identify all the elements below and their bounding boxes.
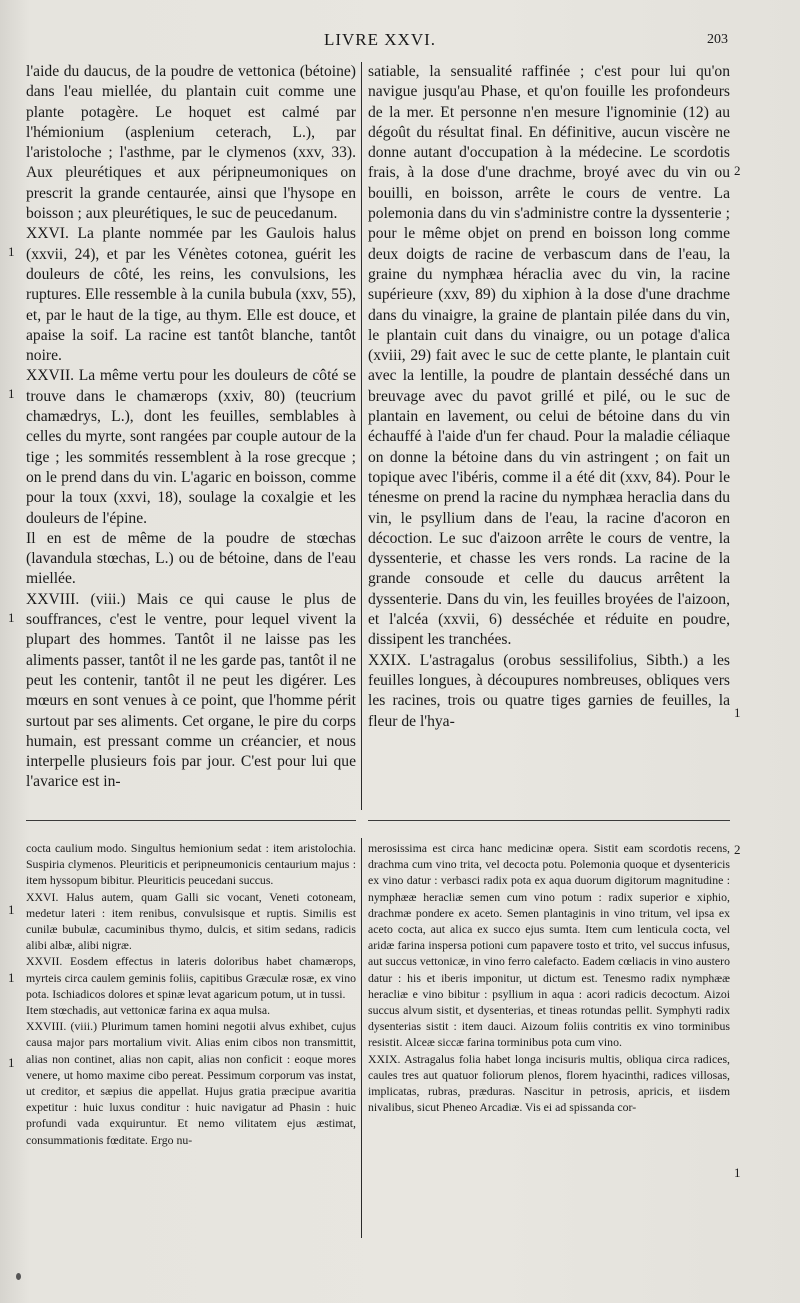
latin-paragraph-xxvi: XXVI. Halus autem, quam Galli sic vocant, Veneti cotoneam, medetur lateri : item renibus, convulsisque et ruptis. Similis est cunilæ bubulæ, cacuminibus thymo, dulcis, et sitim sedans, radicis alibi albæ, alibi nigræ. xyxy=(26,889,356,953)
french-paragraph-xxix: XXIX. L'astragalus (orobus sessilifolius, Sibth.) a les feuilles longues, à découpures nombreuses, obliques vers les racines, trois ou quatre tiges garnies de feuilles, la fleur de l'hya- xyxy=(368,651,730,730)
margin-number: 1 xyxy=(8,244,15,259)
page-number: 203 xyxy=(707,32,728,47)
french-text-left-column xyxy=(26,62,356,812)
column-divider xyxy=(361,62,362,810)
latin-text-left-column xyxy=(26,840,356,1240)
separator-rule xyxy=(26,820,356,821)
margin-number: 1 xyxy=(8,1055,15,1070)
french-paragraph: l'aide du daucus, de la poudre de vettonica (bétoine) dans l'eau miellée, du plantain cuit comme une plante potagère. Le hoquet est calmé par l'hémionium (asplenium ceterach, L.), par l'aristoloche ; l'asthme, par le clymenos (xxv, 33). Aux pleurétiques et aux péripneumoniques on prescrit la grande centaurée, ainsi que l'hysope en boisson ; aux pleurétiques, le suc de peucedanum. xyxy=(26,63,356,223)
french-paragraph: satiable, la sensualité raffinée ; c'est pour lui qu'on navigue jusqu'au Phase, et qu'on fouille les profondeurs de la mer. Et personne n'en mesure l'ignominie (12) au dégoût du résultat final. En définitive, aucun viscère ne donne autant d'occupation à la médecine. Le scordotis frais, à la dose d'une drachme, broyé avec du vin ou bouilli, en boisson, arrête le cours de ventre. La polemonia dans du vin s'administre contre la dyssenterie ; pour le même objet on prend en boisson long comme deux doigts de racine de verbascum dans de l'eau, la graine du nymphæa héraclia avec du vin, la racine supérieure (xxv, 89) du xiphion à la dose d'une drachme dans du vinaigre, la graine de plantain pilée dans du vin, le plantain cuit dans du vinaigre, ou un potage d'alica (xviii, 29) fait avec le suc de cette plante, le plantain cuit avec la lentille, la poudre de plantain desséché dans un breuvage avec du pavot grillé et pilé, ou le suc de plantain en lavement, ou celui de bétoine dans du vin échauffé à l'aide d'un fer chaud. Pour la maladie céliaque on donne la bétoine dans du vin astringent ; on fait un topique avec l'ibéris, comme il a été dit (xxv, 84). Pour le ténesme on prend la racine du nymphæa heraclia dans du vin, le psyllium dans de l'eau, la racine d'acoron en décoction. Le suc d'aizoon arrête le cours de ventre, la dyssenterie, et chasse les vers ronds. La racine de la grande consoude et celle du daucus arrêtent la dyssenterie. Dans du vin, les feuilles broyées de l'aizoon, et l'alcéa (xxvii, 6) desséchée et réduite en poudre, dissipent les tranchées. xyxy=(368,63,730,649)
latin-paragraph-xxix: XXIX. Astragalus folia habet longa incisuris multis, obliqua circa radices, caules tres aut quatuor foliorum plenos, florem hyacinthi, radices villosas, implicatas, rubras, præduras. Nascitur in petrosis, apricis, et iisdem nivalibus, sicut Pheneo Arcadiæ. Vis ei ad spissanda cor- xyxy=(368,1051,730,1115)
french-paragraph-xxviii: XXVIII. (viii.) Mais ce qui cause le plus de souffrances, c'est le ventre, pour lequel vivent la plupart des hommes. Tantôt il ne laisse pas les aliments passer, tantôt il ne les garde pas, tantôt il ne peut les contenir, tantôt il ne peut les digérer. Les mœurs en sont venues à ce point, que l'homme périt surtout par ses aliments. Cet organe, le pire du corps humain, est pressant comme un créancier, et nous interpelle plusieurs fois par jour. C'est pour lui que l'avarice est in- xyxy=(26,590,356,791)
margin-number: 1 xyxy=(734,705,741,720)
margin-number: 1 xyxy=(8,970,15,985)
french-text-right-column xyxy=(368,62,730,812)
latin-paragraph: cocta caulium modo. Singultus hemionium sedat : item aristolochia. Suspiria clymenos. Pleuriticis et peripneumonicis centaurium majus : item hyssopum bibitur. Pleuriticis peucedani succus. xyxy=(26,841,356,888)
ink-speck xyxy=(16,1273,21,1280)
latin-text-right-column xyxy=(368,840,730,1240)
margin-number: 1 xyxy=(8,386,15,401)
separator-rule xyxy=(368,820,730,821)
latin-paragraph: Item stœchadis, aut vettonicæ farina ex aqua mulsa. xyxy=(26,1003,271,1018)
latin-paragraph-xxvii: XXVII. Eosdem effectus in lateris doloribus habet chamærops, myrteis circa caulem geminis foliis, capitibus Græculæ rosæ, ex vino pota. Ischiadicos dolores et spinæ levat agaricum potum, ut in tussi. xyxy=(26,954,356,1001)
margin-number: 2 xyxy=(734,842,741,857)
margin-number: 1 xyxy=(734,1165,741,1180)
french-paragraph-xxvi: XXVI. La plante nommée par les Gaulois halus (xxvii, 24), et par les Vénètes cotonea, guérit les douleurs de côté, les reins, les convulsions, les ruptures. Elle ressemble à la cunila bubula (xxv, 55), et, par le haut de la tige, au thym. Elle est douce, et apaise la soif. La racine est tantôt blanche, tantôt noire. xyxy=(26,225,356,365)
french-paragraph-xxvii: XXVII. La même vertu pour les douleurs de côté se trouve dans le chamærops (xxiv, 80) (teucrium chamædrys, L.), dont les feuilles, semblables à celles du myrte, sont rangées par couple autour de la tige ; les sommités ressemblent à la rose grecque ; on le prend dans du vin. L'agaric en boisson, comme pour la toux (xxvi, 18), soulage la coxalgie et les douleurs de l'épine. xyxy=(26,367,356,527)
margin-number: 1 xyxy=(8,902,15,917)
french-paragraph: Il en est de même de la poudre de stœchas (lavandula stœchas, L.) ou de bétoine, dans de l'eau miellée. xyxy=(26,529,356,588)
margin-number: 1 xyxy=(8,610,15,625)
running-title: LIVRE XXVI. xyxy=(323,30,437,49)
margin-number: 2 xyxy=(734,163,741,178)
column-divider xyxy=(361,838,362,1238)
running-head xyxy=(0,30,800,54)
latin-paragraph-xxviii: XXVIII. (viii.) Plurimum tamen homini negotii alvus exhibet, cujus causa major pars mortalium vivit. Alias enim cibos non transmittit, alias non continet, alias non capit, alias non conficit : eoque mores venere, ut homo maxime cibo pereat. Pessimum corporum vas instat, ut creditor, et sæpius die appellat. Hujus gratia præcipue avaritia expetitur : huic luxus conditur : huic navigatur ad Phasin : huic profundi vada exquiruntur. Et nemo vilitatem ejus æstimat, consummationis fœditate. Ergo nu- xyxy=(26,1019,356,1147)
latin-paragraph: merosissima est circa hanc medicinæ opera. Sistit eam scordotis recens, drachma cum vino trita, vel decocta potu. Polemonia quoque et dysentericis ex vino datur : verbasci radix pota ex aqua duorum digitorum magnitudine : nymphææ heracliæ semen cum vino potum : radix superior e xiphio, drachmæ pondere ex aceto. Semen plantaginis in vino tritum, vel ipsa ex aceto cocta, aut alica ex succo ejus sumta. Item cum lenticula cocta, vel aridæ farina inspersa potioni cum papavere tosto et trito, vel succus infusus, aut succus vettonicæ, in vino ferro calefacto. Eadem cœliacis in vino austero datur : his et iberis imponitur, ut dictum est. Tenesmo radix nymphææ heracliæ e vino bibitur : psyllium in aqua : acori radicis decoctum. Aizoi succus alvum sistit, et dysenterias, et tineas rotundas pellit. Symphyti radix dysenterias sistit : item dauci. Aizoum foliis contritis ex vino torminibus resistit. Alceæ siccæ farina torminibus pota cum vino. xyxy=(368,841,730,1050)
